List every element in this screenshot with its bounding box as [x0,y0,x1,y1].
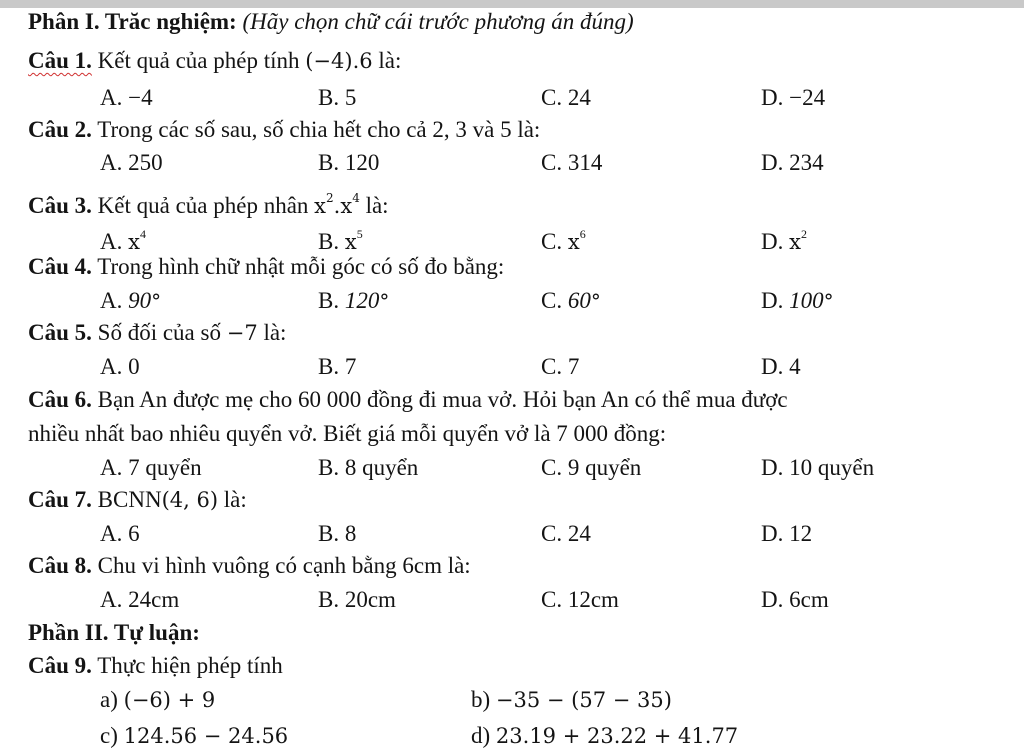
option-d[interactable]: D. 6cm [761,587,829,612]
math-exponent: 4 [352,191,360,205]
math-exponent: 2 [800,227,807,241]
math-expression: (4, 6) [161,488,219,512]
question-label: Câu 6. [28,387,92,412]
question-label: Câu 8. [28,553,92,578]
option-c[interactable]: C. 12cm [541,587,619,612]
degree-symbol: ° [590,289,601,313]
question-label: Câu 5. [28,320,92,345]
option-b[interactable] [318,287,389,315]
question-label: Câu 2. [28,117,92,142]
question-text: BCNN [97,487,162,512]
option-a[interactable] [100,220,146,256]
question-text: Chu vi hình vuông có cạnh bằng 6cm là: [97,553,471,578]
option-d[interactable]: D. 10 quyển [761,455,875,480]
question-label: Câu 1. [28,48,92,73]
question-tail: là: [378,48,402,73]
question-tail: là: [223,487,247,512]
math-exponent: 4 [139,227,146,241]
part1-heading [28,8,634,36]
math-base: x [789,230,801,254]
angle-value: 120 [344,288,380,313]
option-a[interactable]: A. −4 [100,85,153,110]
math-expression: 23.19 + 23.22 + 41.77 [495,724,739,748]
question-text: Trong các số sau, số chia hết cho cả 2, 3 và 5 là: [97,117,541,142]
option-c[interactable]: C. 24 [541,521,591,546]
math-expression: 124.56 − 24.56 [123,724,289,748]
part1-title: Phân I. Trăc nghiệm: [28,9,237,34]
option-c[interactable]: C. 9 quyển [541,455,642,480]
math-base: x [128,230,140,254]
question-tail: là: [365,193,389,218]
item-prefix: b) [471,687,491,712]
question-label: Câu 3. [28,193,92,218]
math-expression [314,191,360,218]
option-prefix: D. [761,229,784,254]
question-text: Kết quả của phép nhân [97,193,309,218]
exercise-b [471,686,672,714]
option-a[interactable]: A. 6 [100,521,140,546]
math-base: x [344,230,357,254]
option-b[interactable]: B. 8 quyển [318,455,419,480]
option-c[interactable]: C. 24 [541,85,591,110]
option-b[interactable]: B. 20cm [318,587,396,612]
part2-title: Phần II. Tự luận: [28,620,200,645]
exercise-d [471,722,738,750]
exercise-a [100,686,215,714]
question-9 [28,652,283,680]
option-c[interactable]: C. 314 [541,150,603,175]
option-a[interactable]: A. 7 quyển [100,455,202,480]
math-expression: −7 [226,321,258,345]
option-a[interactable]: A. 0 [100,354,140,379]
option-a[interactable]: A. 24cm [100,587,180,612]
question-text: Trong hình chữ nhật mỗi góc có số đo bằng: [97,254,505,279]
option-c[interactable] [541,220,586,256]
question-label: Câu 9. [28,653,92,678]
math-operator: . [333,194,341,218]
math-expression: (−4).6 [305,49,373,73]
question-8 [28,552,471,580]
option-d[interactable]: D. 12 [761,521,813,546]
option-prefix: A. [100,288,123,313]
angle-value: 100 [789,288,824,313]
option-prefix: B. [318,229,340,254]
angle-value: 60 [567,288,591,313]
question-4 [28,253,504,281]
degree-symbol: ° [151,289,162,313]
option-d[interactable]: D. −24 [761,85,826,110]
option-b[interactable]: B. 120 [318,150,380,175]
question-1 [28,47,401,75]
math-base: x [567,230,580,254]
question-tail: là: [263,320,287,345]
option-prefix: B. [318,288,340,313]
degree-symbol: ° [823,289,834,313]
question-label: Câu 4. [28,254,92,279]
math-exponent: 2 [326,191,334,205]
option-prefix: C. [541,229,563,254]
option-prefix: D. [761,288,784,313]
option-b[interactable] [318,220,363,256]
option-c[interactable] [541,287,601,315]
question-2 [28,116,540,144]
question-text: Kết quả của phép tính [97,48,300,73]
degree-symbol: ° [379,289,390,313]
question-3 [28,184,389,220]
option-prefix: C. [541,288,563,313]
item-prefix: c) [100,723,118,748]
option-c[interactable]: C. 7 [541,354,580,379]
option-d[interactable]: D. 4 [761,354,801,379]
option-d[interactable]: D. 234 [761,150,824,175]
math-exponent: 6 [579,227,586,241]
option-b[interactable]: B. 5 [318,85,357,110]
option-a[interactable]: A. 250 [100,150,163,175]
option-prefix: A. [100,229,123,254]
math-exponent: 5 [356,227,363,241]
option-a[interactable] [100,287,161,315]
item-prefix: d) [471,723,491,748]
question-7 [28,486,247,514]
question-6 [28,386,788,414]
question-label: Câu 7. [28,487,92,512]
question-5 [28,319,286,347]
math-expression: −35 − (57 − 35) [495,688,672,712]
question-text: Thực hiện phép tính [97,653,283,678]
math-expression: (−6) + 9 [123,688,216,712]
math-base: x [340,194,353,218]
option-b[interactable]: B. 8 [318,521,357,546]
angle-value: 90 [128,288,152,313]
math-base: x [314,194,327,218]
question-text: Bạn An được mẹ cho 60 000 đồng đi mua vở. Hỏi bạn An có thể mua được [97,387,788,412]
option-d[interactable] [761,287,834,315]
question-text: Số đối của số [97,320,221,345]
option-d[interactable] [761,220,807,256]
part1-subtitle: (Hãy chọn chữ cái trước phương án đúng) [242,9,634,34]
exercise-c [100,722,288,750]
question-6-text-line2: nhiều nhất bao nhiêu quyển vở. Biết giá mỗi quyển vở là 7 000 đồng: [28,421,667,446]
option-b[interactable]: B. 7 [318,354,357,379]
item-prefix: a) [100,687,118,712]
